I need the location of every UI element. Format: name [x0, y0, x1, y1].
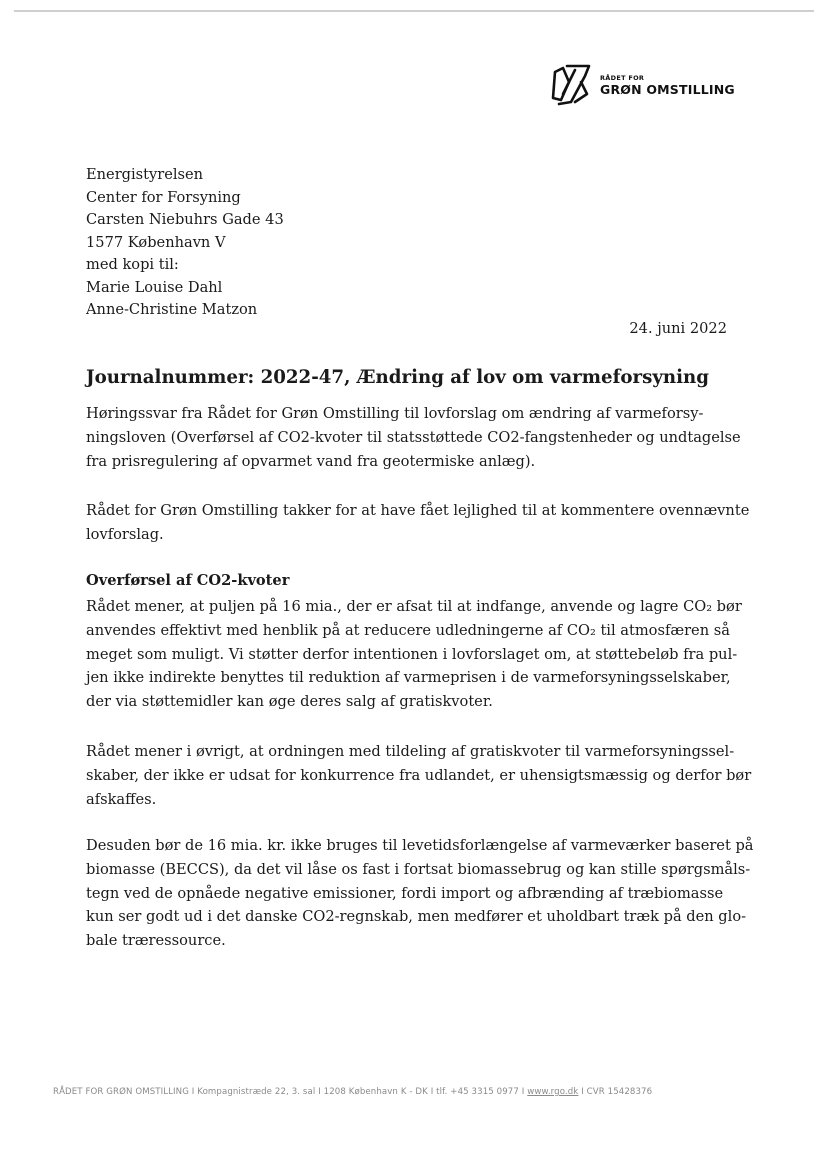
address-line: Marie Louise Dahl — [86, 278, 223, 296]
document-title: Journalnummer: 2022-47, Ændring af lov om varmeforsyning — [86, 367, 710, 388]
text-line: der via støttemidler kan øge deres salg af gratiskvoter. — [86, 693, 493, 711]
top-divider — [14, 10, 814, 12]
text-line: Rådet mener i øvrigt, at ordningen med tildeling af gratiskvoter til varmeforsyningssel- — [86, 743, 735, 760]
text-line: bale træressource. — [86, 932, 226, 950]
text-line: fra prisregulering af opvarmet vand fra geotermiske anlæg). — [86, 452, 536, 470]
section-heading: Overførsel af CO2-kvoter — [86, 572, 290, 589]
text-line: Rådet for Grøn Omstilling takker for at have fået lejlighed til at kommentere ovennævnte — [86, 502, 750, 519]
logo-main-text: GRØN OMSTILLING — [600, 82, 735, 97]
page-footer — [53, 1087, 652, 1097]
text-line: Høringssvar fra Rådet for Grøn Omstilling til lovforslag om ændring af varmeforsy- — [86, 405, 704, 422]
biomass-paragraph — [86, 834, 754, 953]
thanks-paragraph — [86, 499, 750, 547]
text-line: kun ser godt ud i det danske CO2-regnskab, men medfører et uholdbart træk på den glo- — [86, 908, 747, 926]
letter-date: 24. juni 2022 — [629, 320, 727, 337]
intro-paragraph — [86, 402, 746, 473]
text-line: lovforslag. — [86, 525, 164, 543]
text-line: biomasse (BECCS), da det vil låse os fast i fortsat biomassebrug og kan stille spørgsmåls- — [86, 860, 751, 878]
text-line: jen ikke indirekte benyttes til reduktion af varmeprisen i de varmeforsyningsselskaber, — [86, 669, 731, 687]
text-line: skaber, der ikke er udsat for konkurrence fra udlandet, er uhensigtsmæssig og derfor bør — [86, 766, 752, 784]
address-line: Center for Forsyning — [86, 188, 241, 206]
website-link[interactable]: www.rgo.dk — [527, 1087, 579, 1097]
recipient-address — [86, 164, 284, 322]
free-quota-paragraph — [86, 740, 752, 811]
footer-cvr: I CVR 15428376 — [578, 1087, 653, 1097]
address-line: Anne-Christine Matzon — [86, 301, 258, 318]
text-line: ningsloven (Overførsel af CO2-kvoter til statsstøttede CO2-fangstenheder og undtagelse — [86, 428, 741, 446]
address-line: 1577 København V — [86, 233, 226, 251]
address-line: Energistyrelsen — [86, 166, 204, 183]
text-line: meget som muligt. Vi støtter derfor intentionen i lovforslaget om, at støttebeløb fra pul- — [86, 645, 738, 663]
text-line: Desuden bør de 16 mia. kr. ikke bruges til levetidsforlængelse af varmeværker baseret på — [86, 837, 754, 854]
address-line: med kopi til: — [86, 256, 179, 273]
footer-contact: RÅDET FOR GRØN OMSTILLING I Kompagnistræde 22, 3. sal I 1208 København K - DK I tlf. +45 3315 0977 I — [53, 1087, 528, 1097]
organization-logo — [549, 62, 739, 108]
text-line: tegn ved de opnåede negative emissioner, fordi import og afbrænding af træbiomasse — [86, 884, 724, 902]
co2-paragraph — [86, 595, 746, 714]
logo-mark-icon — [549, 62, 593, 106]
text-line: anvendes effektivt med henblik på at reducere udledningerne af CO₂ til atmosfæren så — [86, 621, 730, 639]
address-line: Carsten Niebuhrs Gade 43 — [86, 211, 284, 228]
text-line: afskaffes. — [86, 790, 157, 808]
text-line: Rådet mener, at puljen på 16 mia., der er afsat til at indfange, anvende og lagre CO₂ bør — [86, 598, 742, 615]
logo-small-text: RÅDET FOR — [600, 74, 645, 82]
